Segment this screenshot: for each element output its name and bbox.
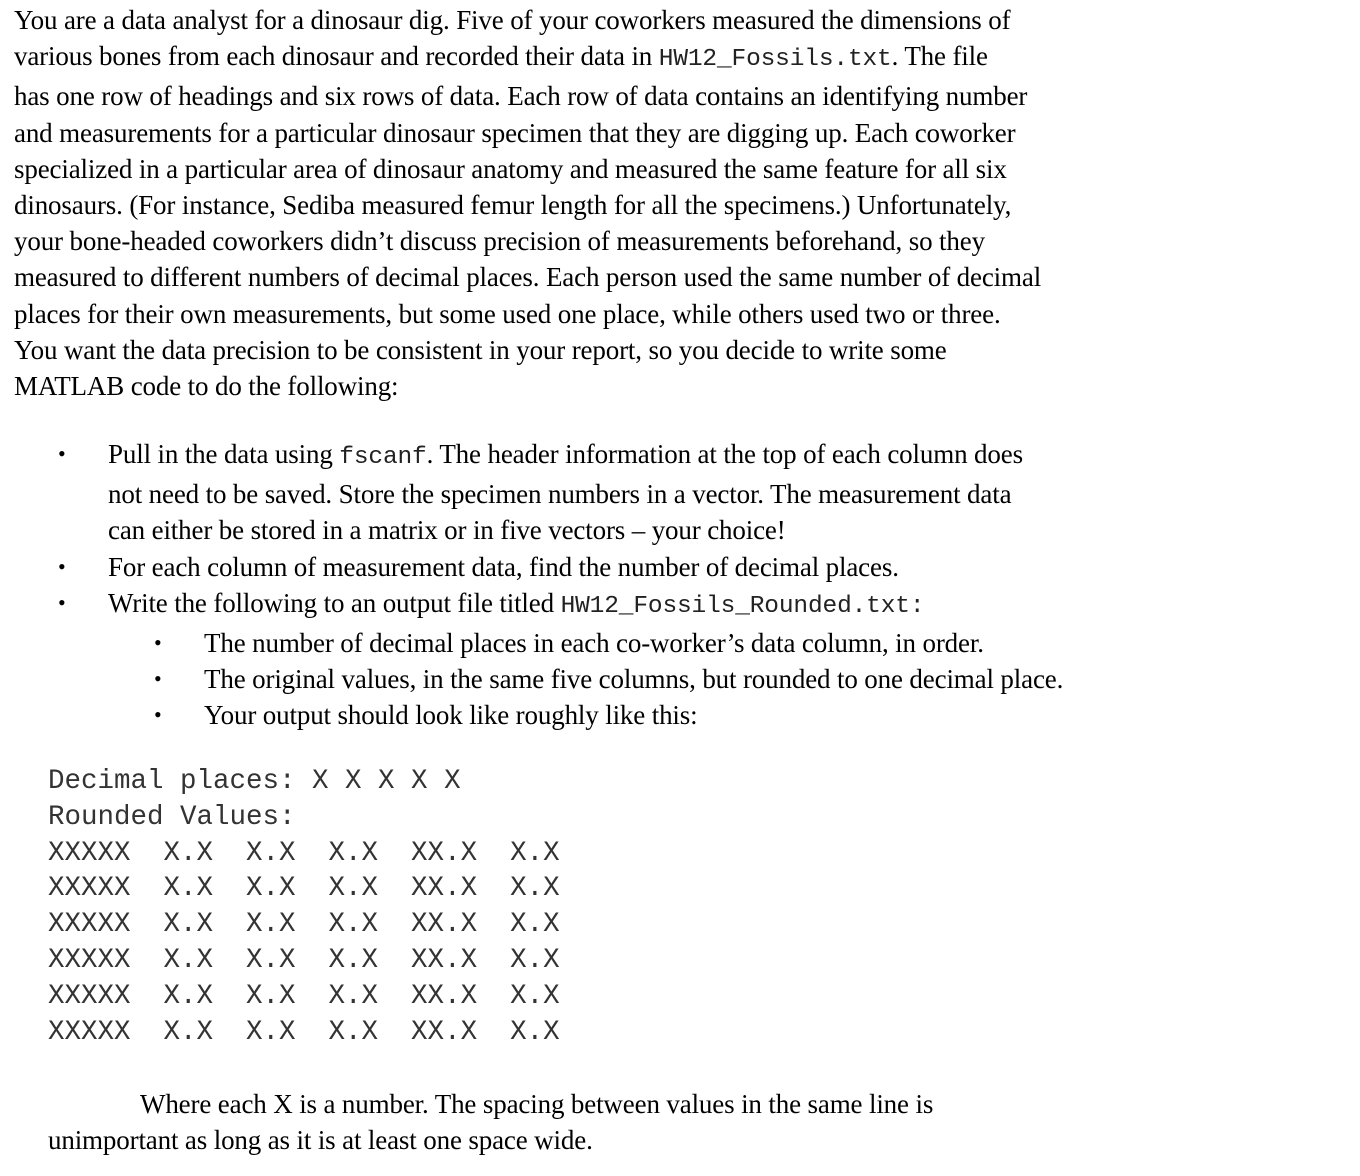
subtask-item: [14, 661, 1344, 697]
intro-line: has one row of headings and six rows of data. Each row of data contains an identifying number: [14, 81, 1028, 112]
bullet-icon: •: [154, 666, 162, 692]
subtask-line: The number of decimal places in each co-worker’s data column, in order.: [204, 628, 984, 659]
output-filename: HW12_Fossils_Rounded.txt:: [560, 592, 925, 620]
subtask-line: The original values, in the same five columns, but rounded to one decimal place.: [204, 664, 1064, 695]
bullet-icon: •: [58, 553, 66, 579]
example-output-line: XXXXX X.X X.X X.X XX.X X.X: [48, 944, 560, 976]
example-output-line: XXXXX X.X X.X X.X XX.X X.X: [48, 980, 560, 1012]
task-text: Write the following to an output file titled: [108, 587, 561, 618]
task-line: For each column of measurement data, find the number of decimal places.: [108, 551, 899, 582]
task-text: . The header information at the top of each column does: [426, 439, 1023, 469]
task-item-write-output: [14, 585, 1344, 625]
intro-line: measured to different numbers of decimal places. Each person used the same number of decimal: [14, 262, 1042, 293]
intro-line: specialized in a particular area of dinosaur anatomy and measured the same feature for all six: [14, 153, 1007, 184]
intro-text: . The file: [891, 41, 988, 72]
task-list: [14, 436, 1344, 734]
function-name: fscanf: [339, 444, 427, 471]
task-line: [108, 436, 1344, 476]
input-filename: HW12_Fossils.txt: [658, 46, 892, 74]
example-output-line: XXXXX X.X X.X X.X XX.X X.X: [48, 1016, 560, 1048]
bullet-icon: •: [154, 702, 162, 728]
task-line: can either be stored in a matrix or in five vectors – your choice!: [108, 515, 786, 546]
bullet-icon: •: [58, 441, 66, 466]
intro-paragraph: [14, 2, 1344, 404]
intro-line: places for their own measurements, but some used one place, while others used two or three.: [14, 298, 1001, 329]
intro-line: You want the data precision to be consistent in your report, so you decide to write some: [14, 334, 947, 365]
example-output-line: XXXXX X.X X.X X.X XX.X X.X: [48, 873, 560, 905]
footnote-line: [48, 1086, 933, 1122]
intro-line: [14, 38, 1344, 78]
example-output-line: Rounded Values:: [48, 801, 296, 833]
bullet-icon: •: [58, 589, 66, 615]
footnote-line: unimportant as long as it is at least one space wide.: [48, 1125, 593, 1156]
intro-line: dinosaurs. (For instance, Sediba measured femur length for all the specimens.) Unfortunately,: [14, 190, 1012, 221]
intro-line: You are a data analyst for a dinosaur dig. Five of your coworkers measured the dimensions of: [14, 5, 1011, 35]
example-output-line: Decimal places: X X X X X: [48, 766, 461, 797]
example-output-block: [48, 764, 560, 1050]
subtask-line: Your output should look like roughly like this:: [204, 700, 698, 731]
intro-line: MATLAB code to do the following:: [14, 371, 399, 402]
bullet-icon: •: [154, 630, 162, 656]
document-page: [14, 2, 1344, 731]
task-item-decimal-places: [14, 549, 1344, 585]
task-item-read-data: [14, 436, 1344, 549]
footnote-text: Where each X is a number. The spacing between values in the same line is: [140, 1089, 934, 1119]
intro-text: various bones from each dinosaur and recorded their data in: [14, 41, 659, 72]
subtask-item: [14, 625, 1344, 661]
task-text: Pull in the data using: [108, 439, 340, 469]
task-line: not need to be saved. Store the specimen numbers in a vector. The measurement data: [108, 479, 1012, 510]
task-line: [108, 585, 1344, 625]
intro-line: your bone-headed coworkers didn’t discuss precision of measurements beforehand, so they: [14, 226, 985, 257]
example-output-line: XXXXX X.X X.X X.X XX.X X.X: [48, 909, 560, 941]
subtask-item: [14, 697, 1344, 733]
example-output-line: XXXXX X.X X.X X.X XX.X X.X: [48, 837, 560, 869]
footnote-paragraph: [48, 1086, 933, 1158]
intro-line: and measurements for a particular dinosaur specimen that they are digging up. Each coworker: [14, 117, 1016, 148]
